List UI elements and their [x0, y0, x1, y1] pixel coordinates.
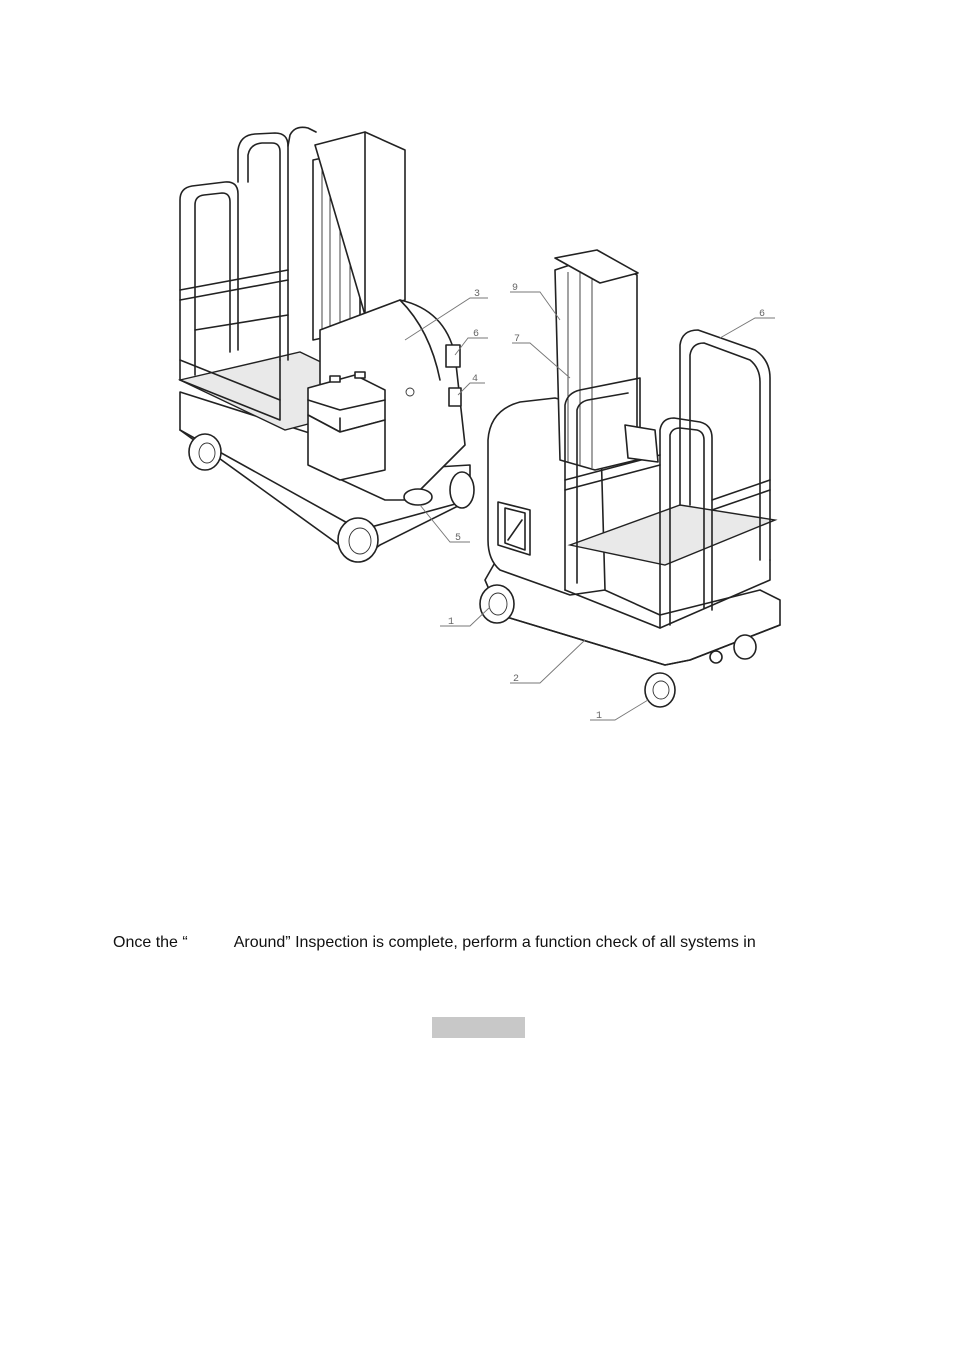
callout-right-7: 7: [514, 334, 521, 345]
callout-left-5: 5: [455, 533, 462, 544]
callout-left-4: 4: [472, 374, 479, 385]
callout-right-1b: 1: [596, 711, 603, 722]
callout-left-6: 6: [473, 329, 480, 340]
inspection-paragraph: [113, 934, 756, 952]
paragraph-text-end: Around” Inspection is complete, perform a function check of all systems in: [233, 934, 756, 951]
callout-right-1a: 1: [448, 617, 455, 628]
callout-right-2: 2: [513, 674, 520, 685]
redacted-bar: [432, 1017, 525, 1038]
left-lift-drawing: [180, 127, 488, 562]
callout-right-6: 6: [759, 309, 766, 320]
paragraph-text-start: Once the “: [113, 934, 188, 951]
right-lift-drawing: [440, 250, 780, 720]
callout-right-9: 9: [512, 283, 519, 294]
callout-left-3: 3: [474, 289, 481, 300]
